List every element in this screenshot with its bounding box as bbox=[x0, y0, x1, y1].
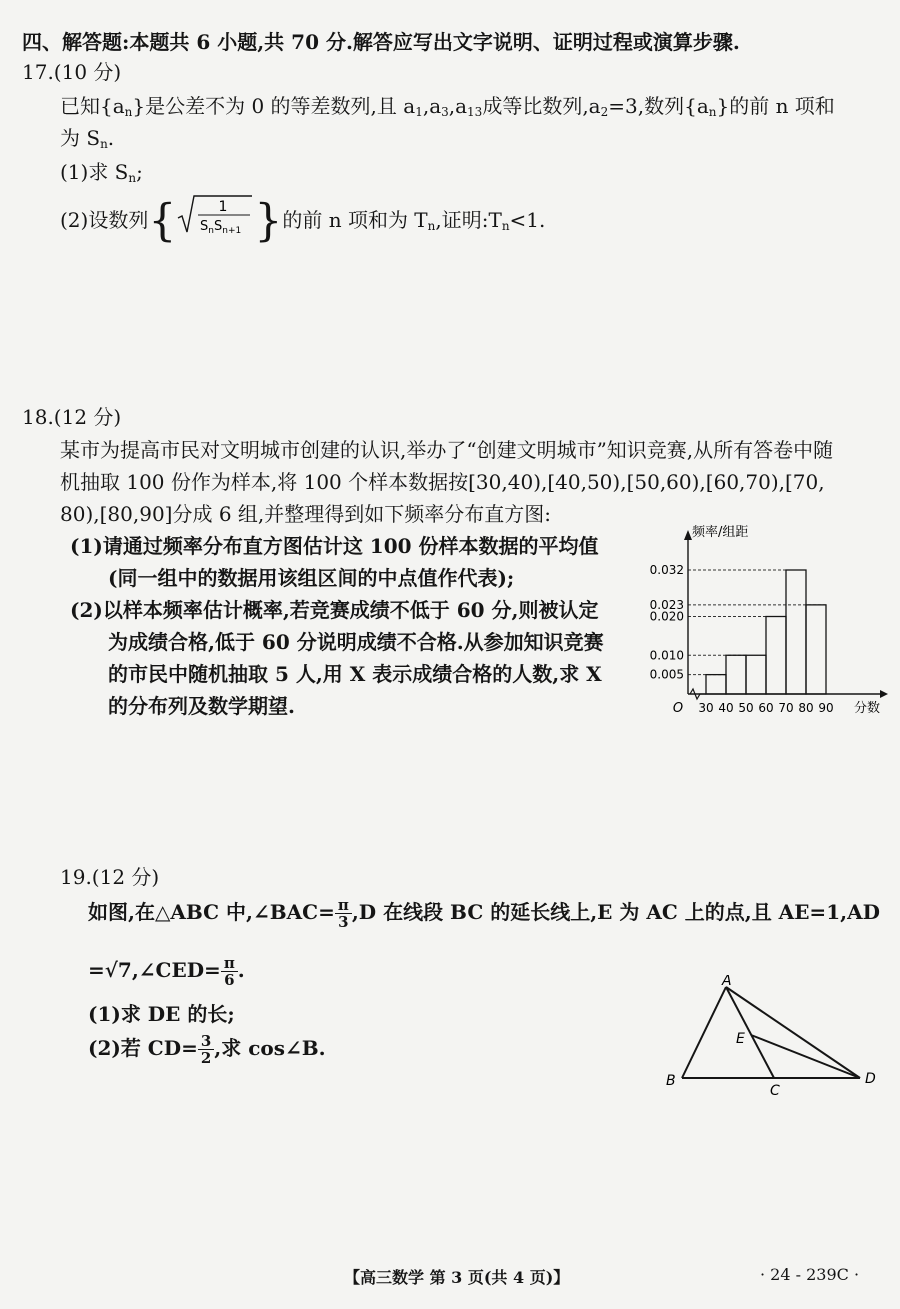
bar-60-70 bbox=[766, 617, 786, 695]
q18-part2-line3: 的市民中随机抽取 5 人,用 X 表示成绩合格的人数,求 X bbox=[108, 662, 602, 686]
x-tick-label-30: 30 bbox=[698, 701, 714, 715]
q18-part2-line1: (2)以样本频率估计概率,若竞赛成绩不低于 60 分,则被认定 bbox=[70, 598, 599, 622]
triangle-svg bbox=[660, 975, 890, 1105]
x-tick-label-70: 70 bbox=[778, 701, 794, 715]
triangle-figure bbox=[660, 975, 890, 1105]
bar-50-60 bbox=[746, 655, 766, 694]
sqrt-fraction-denominator: $S_nS_{n+1}$ bbox=[200, 219, 242, 236]
q17-part1: (1)求 $S_n$; bbox=[60, 160, 143, 185]
bar-40-50 bbox=[726, 655, 746, 694]
q18-stem-line2: 机抽取 100 份作为样本,将 100 个样本数据按[30,40),[40,50),[50,60),[60,70),[70, bbox=[60, 470, 825, 494]
label-A: A bbox=[722, 975, 732, 989]
bar-30-40 bbox=[706, 675, 726, 694]
y-tick-label-3: 0.023 bbox=[649, 597, 684, 612]
footer-code: · 24 - 239C · bbox=[760, 1265, 860, 1284]
section-title: 四、解答题:本题共 6 小题,共 70 分.解答应写出文字说明、证明过程或演算步骤. bbox=[22, 30, 740, 54]
y-tick-label-1: 0.010 bbox=[649, 648, 684, 663]
fraction-3-over-2: $\frac{3}{2}$ bbox=[198, 1033, 214, 1066]
frequency-histogram bbox=[640, 520, 890, 720]
q18-number: 18.(12 分) bbox=[22, 405, 122, 429]
segment-AC bbox=[726, 987, 774, 1078]
q18-part2-line4: 的分布列及数学期望. bbox=[108, 694, 295, 718]
left-brace: { bbox=[148, 195, 177, 247]
q19-stem-line1: 如图,在△ABC 中,∠BAC= $\frac{\pi}{3}$ ,D 在线段 BC 的延长线上,E 为 AC 上的点,且 AE=1,AD bbox=[88, 896, 880, 931]
label-B: B bbox=[666, 1073, 676, 1089]
label-E: E bbox=[736, 1031, 745, 1047]
q19-part1: (1)求 DE 的长; bbox=[88, 1002, 235, 1026]
fraction-pi-over-3: $\frac{\pi}{3}$ bbox=[335, 897, 352, 930]
x-tick-label-50: 50 bbox=[738, 701, 754, 715]
q17-number: 17.(10 分) bbox=[22, 60, 122, 84]
origin-label: O bbox=[672, 701, 684, 716]
histogram-svg bbox=[640, 520, 890, 720]
q19-stem-line2: =√7,∠CED= $\frac{\pi}{6}$ . bbox=[88, 954, 245, 989]
sqrt-fraction-svg bbox=[176, 192, 254, 236]
y-axis-arrow bbox=[684, 530, 692, 540]
sqrt-fraction-numerator: 1 bbox=[218, 199, 228, 215]
footer-page-info: 【高三数学 第 3 页(共 4 页)】 bbox=[344, 1268, 570, 1287]
fraction-pi-over-6: $\frac{\pi}{6}$ bbox=[221, 955, 238, 988]
q18-part2-line2: 为成绩合格,低于 60 分说明成绩不合格.从参加知识竞赛 bbox=[108, 630, 604, 654]
q19-part2: (2)若 CD= $\frac{3}{2}$ ,求 cos∠B. bbox=[88, 1032, 326, 1067]
q18-stem-line3: 80),[80,90]分成 6 组,并整理得到如下频率分布直方图: bbox=[60, 502, 552, 526]
q17-stem-line2: 为 $S_n$. bbox=[60, 126, 115, 151]
right-brace: } bbox=[254, 195, 283, 247]
x-axis-label: 分数 bbox=[854, 701, 881, 716]
q18-stem-line1: 某市为提高市民对文明城市创建的认识,举办了“创建文明城市”知识竞赛,从所有答卷中随 bbox=[60, 438, 834, 462]
sqrt-expression bbox=[176, 192, 254, 251]
segment-AD bbox=[726, 987, 860, 1078]
x-tick-label-90: 90 bbox=[818, 701, 834, 715]
y-tick-label-2: 0.020 bbox=[649, 609, 684, 624]
segment-AB bbox=[682, 987, 726, 1078]
label-D: D bbox=[865, 1071, 876, 1087]
q17-part2: (2)设数列{ 1 $S_nS_{n+1}$ }的前 n 项和为 $T_n$,证明$:T_n<1$. bbox=[60, 192, 545, 251]
label-C: C bbox=[770, 1083, 780, 1099]
q19-number: 19.(12 分) bbox=[60, 865, 160, 889]
q17-stem-line1: 已知$\{a_n\}$是公差不为 0 的等差数列,且 $a_1,a_3,a_{13}$成等比数列$,a_2=3$,数列$\{a_n\}$的前 n 项和 bbox=[60, 94, 835, 119]
x-tick-label-80: 80 bbox=[798, 701, 814, 715]
x-tick-label-60: 60 bbox=[758, 701, 774, 715]
x-axis-arrow bbox=[880, 690, 888, 698]
y-axis-label: 频率/组距 bbox=[692, 525, 749, 540]
q18-part1-line2: (同一组中的数据用该组区间的中点值作代表); bbox=[108, 566, 515, 590]
y-tick-label-0: 0.005 bbox=[649, 667, 684, 682]
q18-part1-line1: (1)请通过频率分布直方图估计这 100 份样本数据的平均值 bbox=[70, 534, 599, 558]
y-tick-label-4: 0.032 bbox=[649, 563, 684, 577]
bar-80-90 bbox=[806, 605, 826, 694]
bar-70-80 bbox=[786, 570, 806, 694]
x-tick-label-40: 40 bbox=[718, 701, 734, 715]
